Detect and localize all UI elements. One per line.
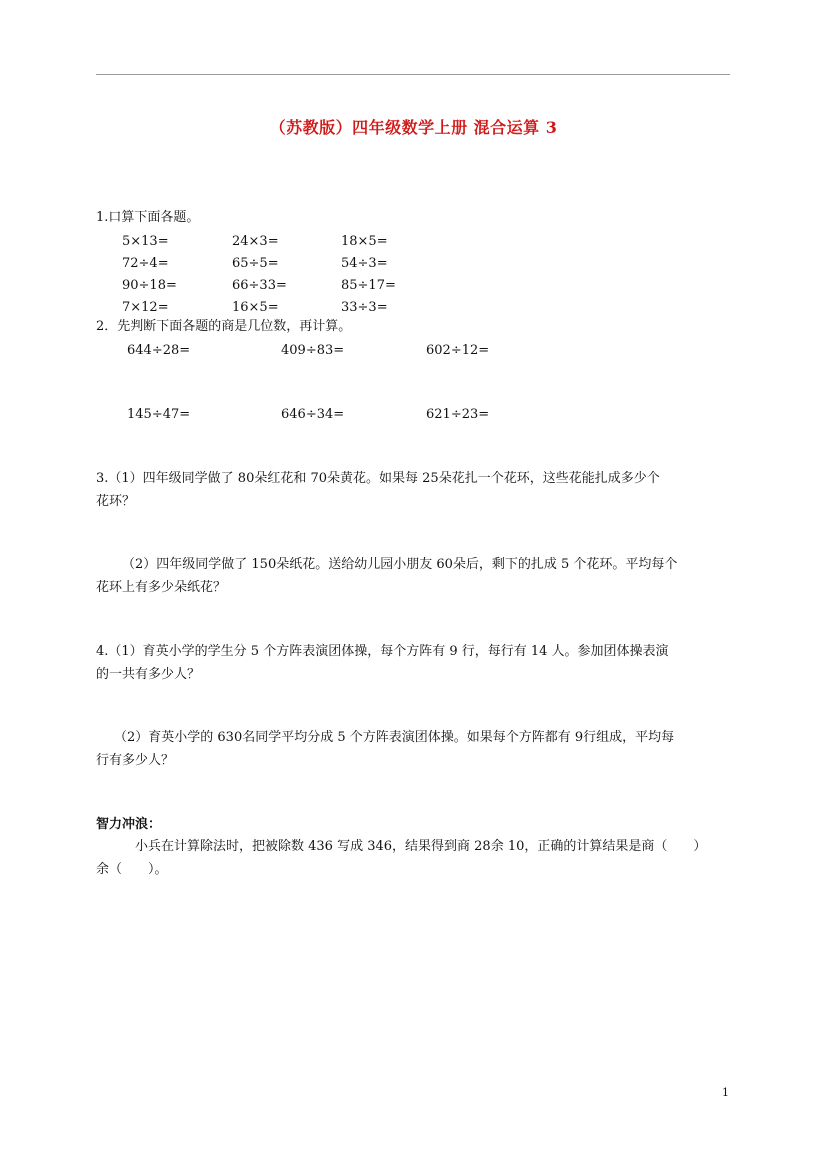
bonus-problem: 小兵在计算除法时，把被除数 436 写成 346，结果得到商 28余 10，正确的计算结果是商（ ） bbox=[135, 839, 707, 854]
problem: 646÷34= bbox=[281, 407, 345, 422]
problem: 33÷3= bbox=[341, 300, 388, 315]
word-problem-3-1-cont: 花环？ bbox=[96, 494, 136, 509]
word-problem-3-2: （2）四年级同学做了 150朵纸花。送给幼儿园小朋友 60朵后，剩下的扎成 5 个花环。平均每个 bbox=[122, 557, 678, 572]
problem: 72÷4= bbox=[122, 256, 169, 271]
word-problem-4-2-cont: 行有多少人？ bbox=[96, 753, 175, 768]
problem: 5×13= bbox=[122, 234, 169, 249]
problem: 90÷18= bbox=[122, 278, 177, 293]
problem: 66÷33= bbox=[232, 278, 287, 293]
problem: 409÷83= bbox=[281, 343, 345, 358]
problem: 65÷5= bbox=[232, 256, 279, 271]
problem: 621÷23= bbox=[426, 407, 490, 422]
word-problem-4-1: 4.（1）育英小学的学生分 5 个方阵表演团体操，每个方阵有 9 行，每行有 14 人。参加团体操表演 bbox=[96, 644, 669, 659]
problem: 24×3= bbox=[232, 234, 279, 249]
section1-heading: 1.口算下面各题。 bbox=[96, 210, 200, 225]
problem: 16×5= bbox=[232, 300, 279, 315]
word-problem-4-1-cont: 的一共有多少人？ bbox=[96, 667, 201, 682]
problem: 18×5= bbox=[341, 234, 388, 249]
bonus-heading: 智力冲浪： bbox=[96, 817, 162, 832]
word-problem-3-1: 3.（1）四年级同学做了 80朵红花和 70朵黄花。如果每 25朵花扎一个花环，这些花能扎成多少个 bbox=[96, 471, 660, 486]
problem: 145÷47= bbox=[127, 407, 191, 422]
header-rule bbox=[96, 74, 730, 75]
problem: 602÷12= bbox=[426, 343, 490, 358]
problem: 7×12= bbox=[122, 300, 169, 315]
problem: 54÷3= bbox=[341, 256, 388, 271]
page-title: （苏教版）四年级数学上册 混合运算 3 bbox=[269, 118, 558, 137]
word-problem-4-2: （2）育英小学的 630名同学平均分成 5 个方阵表演团体操。如果每个方阵都有 9行组成，平均每 bbox=[114, 730, 675, 745]
bonus-problem-cont: 余（ ）。 bbox=[96, 862, 168, 877]
section2-heading: 2．先判断下面各题的商是几位数，再计算。 bbox=[96, 319, 352, 334]
problem: 644÷28= bbox=[127, 343, 191, 358]
problem: 85÷17= bbox=[341, 278, 396, 293]
page-number: 1 bbox=[722, 1086, 729, 1099]
word-problem-3-2-cont: 花环上有多少朵纸花？ bbox=[96, 580, 227, 595]
